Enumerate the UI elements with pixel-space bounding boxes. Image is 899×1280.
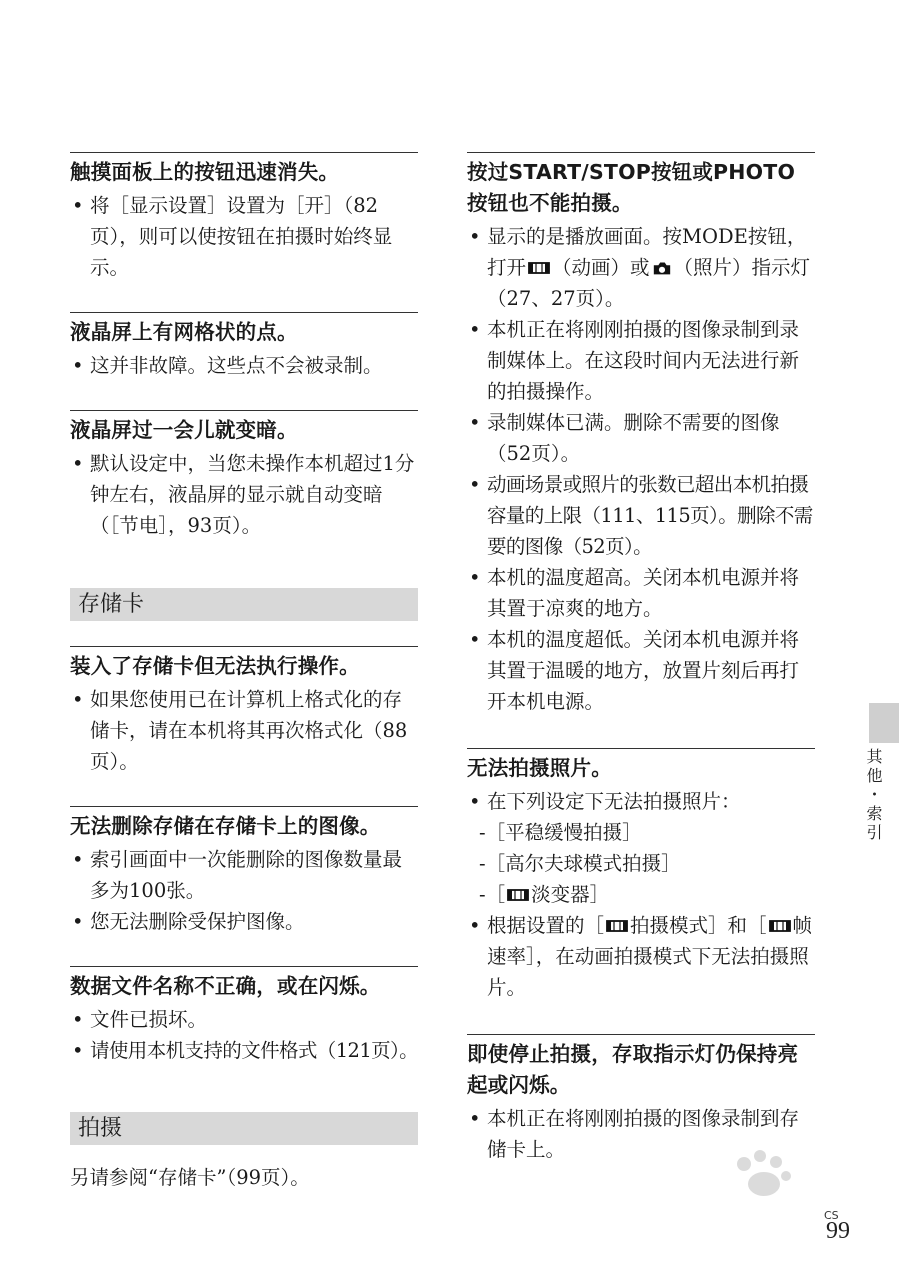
list-item: • 默认设定中，当您未操作本机超过1分钟左右，液晶屏的显示就自动变暗（［节电］，93页）。 <box>70 448 418 541</box>
setting-item: -［平稳缓慢拍摄］ <box>479 821 642 844</box>
text-segment: -［ <box>479 883 506 906</box>
list-item: • 这并非故障。这些点不会被录制。 <box>70 350 418 381</box>
setting-item: -［高尔夫球模式拍摄］ <box>479 852 681 875</box>
list-item <box>467 910 815 1003</box>
list-item: • 索引画面中一次能删除的图像数量最多为100张。 <box>70 844 418 906</box>
watermark-logo-icon <box>640 1142 870 1242</box>
list-item: • 您无法删除受保护图像。 <box>70 906 418 937</box>
topic-title: 液晶屏上有网格状的点。 <box>70 320 298 344</box>
topic-title: 无法删除存储在存储卡上的图像。 <box>70 814 381 838</box>
page-language-code: CS <box>824 1209 839 1222</box>
list-item: • 本机正在将刚刚拍摄的图像录制到存储卡上。 <box>467 1103 815 1165</box>
movie-mode-icon <box>528 260 550 276</box>
movie-mode-icon <box>769 918 791 934</box>
list-item: • 本机的温度超低。关闭本机电源并将其置于温暖的地方，放置片刻后再打开本机电源。 <box>467 624 815 717</box>
page-number: 99 <box>826 1218 850 1244</box>
topic-cannot-shoot <box>467 152 815 717</box>
text-segment: 帧速率］，在动画拍摄模式下无法拍摄照片。 <box>487 914 813 999</box>
camera-icon <box>652 260 672 276</box>
list-item: • 如果您使用已在计算机上格式化的存储卡，请在本机将其再次格式化（88页）。 <box>70 684 418 777</box>
section-index-label: 其他・索引 <box>864 748 883 843</box>
list-item: • 录制媒体已满。删除不需要的图像（52页）。 <box>467 407 815 469</box>
list-item: • 本机正在将刚刚拍摄的图像录制到录制媒体上。在这段时间内无法进行新的拍摄操作。 <box>467 314 815 407</box>
topic-lcd-dims <box>70 410 418 541</box>
topic-card-cannot-operate <box>70 646 418 777</box>
topic-title: 即使停止拍摄，存取指示灯仍保持亮起或闪烁。 <box>467 1042 799 1097</box>
topic-title: 按过START/STOP按钮或PHOTO按钮也不能拍摄。 <box>467 160 796 215</box>
text-segment: 拍摄模式］和［ <box>630 914 767 937</box>
topic-title: 数据文件名称不正确，或在闪烁。 <box>70 974 381 998</box>
list-item: • 将［显示设置］设置为［开］（82页），则可以使按钮在拍摄时始终显示。 <box>70 190 418 283</box>
list-item: • 文件已损坏。 <box>70 1004 418 1035</box>
topic-filename-incorrect <box>70 966 418 1066</box>
topic-title: 液晶屏过一会儿就变暗。 <box>70 418 298 442</box>
text-segment: （照片）指示灯（27、27页）。 <box>487 256 811 310</box>
setting-item <box>467 879 815 910</box>
side-tab-marker <box>869 703 899 743</box>
topic-cannot-photo <box>467 748 815 1003</box>
topic-title: 装入了存储卡但无法执行操作。 <box>70 654 360 678</box>
list-item: • 本机的温度超高。关闭本机电源并将其置于凉爽的地方。 <box>467 562 815 624</box>
topic-title: 触摸面板上的按钮迅速消失。 <box>70 160 340 184</box>
section-storage-card: 存储卡 <box>70 588 418 621</box>
topic-grid-dots <box>70 312 418 381</box>
section-shooting: 拍摄 <box>70 1112 418 1145</box>
topic-title: 无法拍摄照片。 <box>467 756 612 780</box>
text-segment: 显示的是播放画面。按MODE按钮，打开 <box>487 225 807 279</box>
list-item: • 动画场景或照片的张数已超出本机拍摄容量的上限（111、115页）。删除不需要的图像（52页）。 <box>467 469 815 562</box>
text-segment: （动画）或 <box>552 256 650 279</box>
movie-mode-icon <box>507 887 529 903</box>
shooting-see-also: 另请参阅“存储卡”（99页）。 <box>70 1166 310 1189</box>
list-item: • 在下列设定下无法拍摄照片： <box>467 786 815 817</box>
text-segment: 淡变器］ <box>531 883 610 906</box>
movie-mode-icon <box>606 918 628 934</box>
list-item <box>467 221 815 314</box>
text-segment: 根据设置的［ <box>487 914 605 937</box>
topic-buttons-disappear <box>70 152 418 283</box>
list-item: • 请使用本机支持的文件格式（121页）。 <box>70 1035 418 1066</box>
topic-cannot-delete <box>70 806 418 937</box>
